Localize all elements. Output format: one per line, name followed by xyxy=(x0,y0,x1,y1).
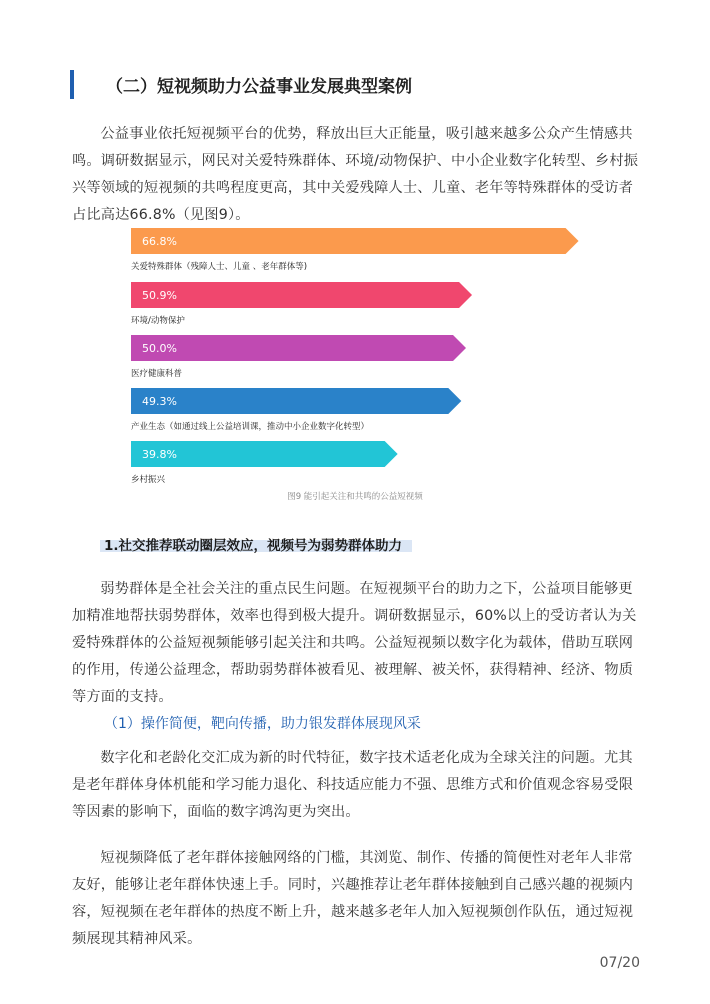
bar-4 xyxy=(131,388,461,414)
section-title: （二）短视频助力公益事业发展典型案例 xyxy=(106,77,412,97)
bar-2 xyxy=(131,282,472,308)
bar-value-label-5: 39.8% xyxy=(142,448,177,461)
bar-1 xyxy=(131,228,579,254)
bar-category-label-3: 医疗健康科普 xyxy=(131,369,183,379)
bar-chart-svg xyxy=(0,226,710,486)
bar-value-label-3: 50.0% xyxy=(142,342,177,355)
paragraph-4: 短视频降低了老年群体接触网络的门槛，其浏览、制作、传播的简便性对老年人非常友好，能够让老年群体快速上手。同时，兴趣推荐让老年群体接触到自己感兴趣的视频内容，短视频在老年群体的热度不断上升，越来越多老年人加入短视频创作队伍，通过短视频展现其精神风采。 xyxy=(72,850,634,947)
bar-category-label-2: 环境/动物保护 xyxy=(131,316,185,326)
bar-category-label-4: 产业生态（如通过线上公益培训课，推动中小企业数字化转型） xyxy=(131,422,370,432)
subheading-2: （1）操作简便，靶向传播，助力银发群体展现风采 xyxy=(104,716,421,732)
intro-paragraph: 公益事业依托短视频平台的优势，释放出巨大正能量，吸引越来越多公众产生情感共鸣。调研数据显示，网民对关爱特殊群体、环境/动物保护、中小企业数字化转型、乡村振兴等领域的短视频的共鸣程度更高，其中关爱残障人士、儿童、老年等特殊群体的受访者占比高达66.8%（见图9）。 xyxy=(72,126,639,223)
section-accent-bar xyxy=(70,70,74,99)
bar-chart xyxy=(0,226,710,506)
chart-caption: 图9 能引起关注和共鸣的公益短视频 xyxy=(287,492,423,502)
bar-3 xyxy=(131,335,466,361)
bar-category-label-1: 关爱特殊群体（残障人士、儿童 、老年群体等) xyxy=(131,262,308,272)
subheading-1: 1.社交推荐联动圈层效应，视频号为弱势群体助力 xyxy=(104,538,403,554)
bar-value-label-1: 66.8% xyxy=(142,235,177,248)
paragraph-2: 弱势群体是全社会关注的重点民生问题。在短视频平台的助力之下，公益项目能够更加精准地帮扶弱势群体，效率也得到极大提升。调研数据显示，60%以上的受访者认为关爱特殊群体的公益短视频能够引起关注和共鸣。公益短视频以数字化为载体，借助互联网的作用，传递公益理念，帮助弱势群体被看见、被理解、被关怀，获得精神、经济、物质等方面的支持。 xyxy=(72,581,637,705)
paragraph-3: 数字化和老龄化交汇成为新的时代特征，数字技术适老化成为全球关注的问题。尤其是老年群体身体机能和学习能力退化、科技适应能力不强、思维方式和价值观念容易受限等因素的影响下，面临的数字鸿沟更为突出。 xyxy=(72,750,634,820)
bar-category-label-5: 乡村振兴 xyxy=(131,475,166,485)
bar-value-label-2: 50.9% xyxy=(142,289,177,302)
page-number: 07/20 xyxy=(599,955,640,971)
bar-value-label-4: 49.3% xyxy=(142,395,177,408)
